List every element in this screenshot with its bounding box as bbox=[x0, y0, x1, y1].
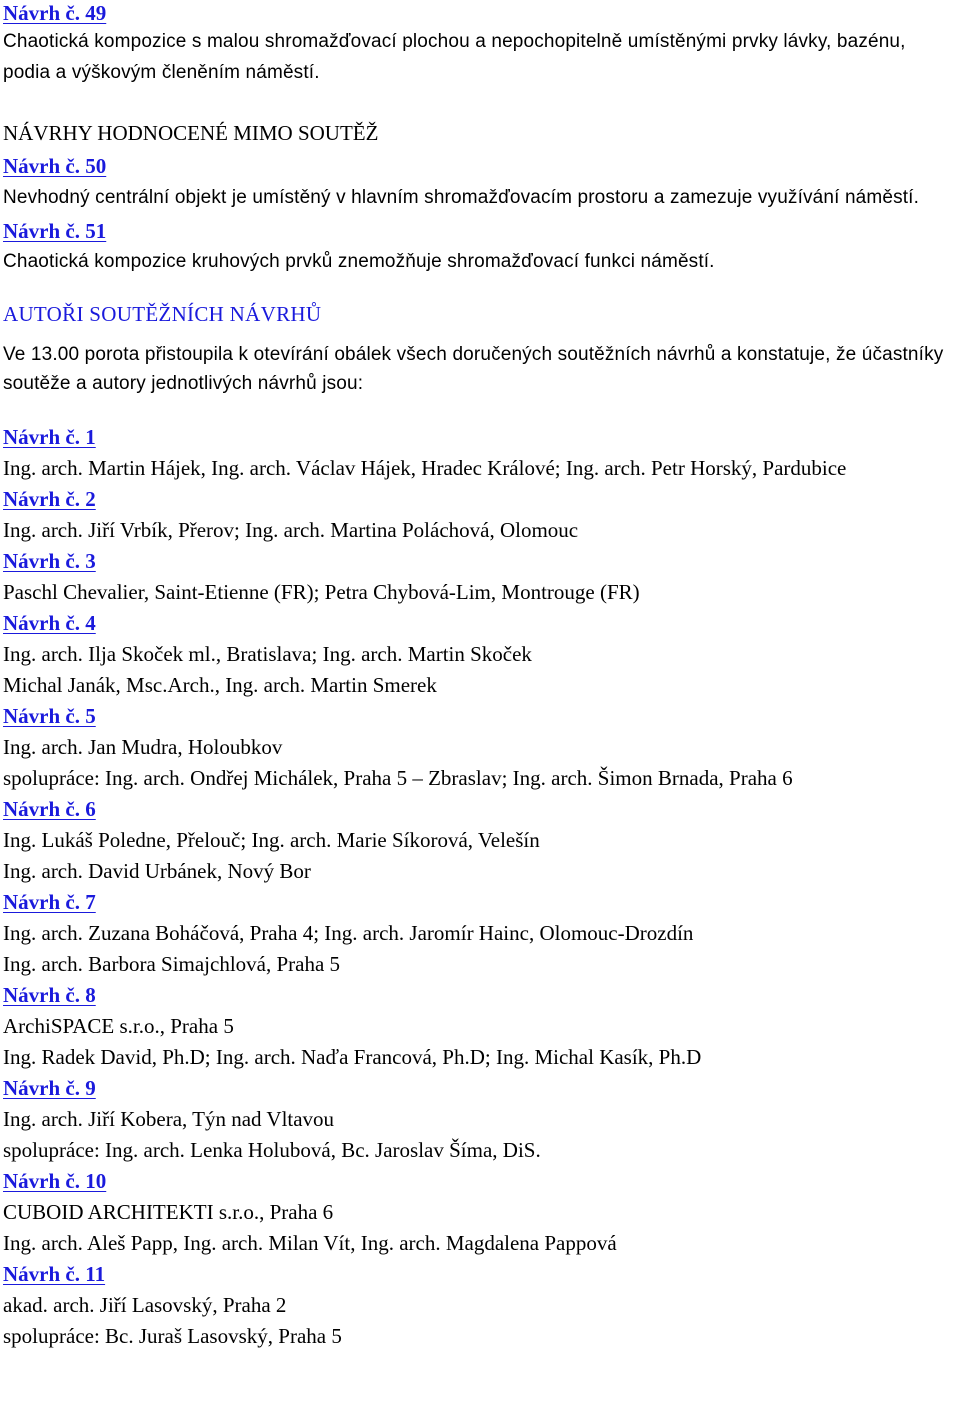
author-entry-line: Ing. arch. Jan Mudra, Holoubkov bbox=[3, 735, 283, 759]
author-entry-line: Michal Janák, Msc.Arch., Ing. arch. Martin Smerek bbox=[3, 673, 437, 697]
author-entry-line: Ing. arch. Jiří Vrbík, Přerov; Ing. arch. Martina Poláchová, Olomouc bbox=[3, 518, 579, 542]
outside-competition-heading: NÁVRHY HODNOCENÉ MIMO SOUTĚŽ bbox=[3, 121, 379, 145]
author-entry-line: Ing. arch. Ilja Skoček ml., Bratislava; Ing. arch. Martin Skoček bbox=[3, 642, 532, 666]
author-entry-label: Návrh č. 7 bbox=[3, 890, 96, 914]
author-entry-line: Ing. arch. Jiří Kobera, Týn nad Vltavou bbox=[3, 1107, 335, 1131]
author-entry-label: Návrh č. 1 bbox=[3, 425, 96, 449]
author-entry-label: Návrh č. 9 bbox=[3, 1076, 96, 1100]
author-entry-line: CUBOID ARCHITEKTI s.r.o., Praha 6 bbox=[3, 1200, 334, 1224]
author-entry-line: Paschl Chevalier, Saint-Etienne (FR); Petra Chybová-Lim, Montrouge (FR) bbox=[3, 580, 640, 604]
author-entry-label: Návrh č. 5 bbox=[3, 704, 96, 728]
author-entry-line: ArchiSPACE s.r.o., Praha 5 bbox=[3, 1014, 234, 1038]
author-entry-line: Ing. arch. Zuzana Boháčová, Praha 4; Ing. arch. Jaromír Hainc, Olomouc-Drozdín bbox=[3, 921, 694, 945]
author-entry-line: Ing. arch. Aleš Papp, Ing. arch. Milan Vít, Ing. arch. Magdalena Pappová bbox=[3, 1231, 617, 1255]
author-entry-label: Návrh č. 2 bbox=[3, 487, 96, 511]
author-entry-line: akad. arch. Jiří Lasovský, Praha 2 bbox=[3, 1293, 287, 1317]
author-entry-label: Návrh č. 8 bbox=[3, 983, 96, 1007]
author-entry-label: Návrh č. 10 bbox=[3, 1169, 107, 1193]
author-entry-line: spolupráce: Bc. Juraš Lasovský, Praha 5 bbox=[3, 1324, 342, 1348]
author-entry-label: Návrh č. 11 bbox=[3, 1262, 106, 1286]
author-entry-line: Ing. arch. Martin Hájek, Ing. arch. Václav Hájek, Hradec Králové; Ing. arch. Petr Horský, Pardubice bbox=[3, 456, 847, 480]
author-entry-label: Návrh č. 3 bbox=[3, 549, 96, 573]
author-entry-line: spolupráce: Ing. arch. Lenka Holubová, Bc. Jaroslav Šíma, DiS. bbox=[3, 1138, 541, 1162]
authors-heading: AUTOŘI SOUTĚŽNÍCH NÁVRHŮ bbox=[3, 302, 322, 326]
author-entry-line: Ing. arch. David Urbánek, Nový Bor bbox=[3, 859, 311, 883]
authors-list bbox=[3, 422, 958, 1352]
author-entry-line: Ing. Radek David, Ph.D; Ing. arch. Naďa Francová, Ph.D; Ing. Michal Kasík, Ph.D bbox=[3, 1045, 702, 1069]
design-50-label: Návrh č. 50 bbox=[3, 154, 107, 178]
design-49-label: Návrh č. 49 bbox=[3, 1, 107, 25]
author-entry-line: spolupráce: Ing. arch. Ondřej Michálek, Praha 5 – Zbraslav; Ing. arch. Šimon Brnada, Praha 6 bbox=[3, 766, 793, 790]
design-50-text: Nevhodný centrální objekt je umístěný v hlavním shromažďovacím prostoru a zamezuje využívání náměstí. bbox=[3, 187, 920, 208]
author-entry-line: Ing. arch. Barbora Simajchlová, Praha 5 bbox=[3, 952, 341, 976]
opening-intro: Ve 13.00 porota přistoupila k otevírání obálek všech doručených soutěžních návrhů a konstatuje, že účastníky soutěže a autory jednotlivých návrhů jsou: bbox=[3, 344, 944, 394]
design-51-text: Chaotická kompozice kruhových prvků znemožňuje shromažďovací funkci náměstí. bbox=[3, 251, 715, 272]
author-entry-line: Ing. Lukáš Poledne, Přelouč; Ing. arch. Marie Síkorová, Velešín bbox=[3, 828, 540, 852]
design-49-text: Chaotická kompozice s malou shromažďovací plochou a nepochopitelně umístěnými prvky lávky, bazénu, podia a výškovým členěním náměstí. bbox=[3, 31, 906, 83]
author-entry-label: Návrh č. 6 bbox=[3, 797, 96, 821]
design-51-label: Návrh č. 51 bbox=[3, 219, 107, 243]
author-entry-label: Návrh č. 4 bbox=[3, 611, 96, 635]
document-page bbox=[3, 0, 958, 1352]
